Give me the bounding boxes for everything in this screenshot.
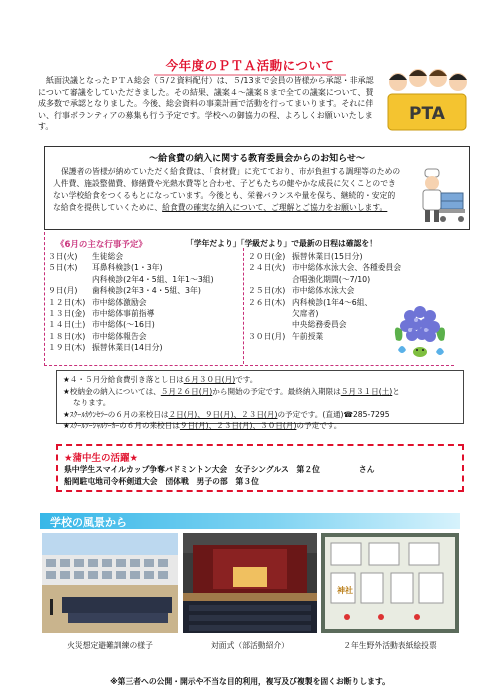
notice-counselor: ★ｽｸｰﾙｶｳﾝｾﾗｰの６月の来校日は２日(月)、９日(月)、２３日(月)の予定です。(直通)☎285-7295 [63,409,390,419]
achievements-heading: ★蒲中生の活躍★ [64,453,139,464]
notice-school-fee-cont: なります。 [73,398,111,408]
schedule-event: 市中総体(～16日) [92,320,155,330]
schedule-date: １８日(水) [48,331,86,341]
schedule-item [248,262,418,273]
schedule-date: ２０日(金) [248,252,286,261]
schedule-date [248,274,292,285]
lunch-fee-notice [44,146,470,230]
schedule-item [48,297,248,308]
schedule-date: ２６日(木) [248,297,286,307]
achievement-kendo: 船岡駐屯地司令杯剣道大会 団体戦 男子の部 第３位 [64,477,259,486]
lunch-notice-body [53,166,401,214]
photo-evacuation-drill [42,533,178,633]
schedule-date: １４日(土) [48,320,86,330]
schedule-item [248,251,418,262]
schedule-heading: 《6月の主な行事予定》 [56,240,147,250]
schedule-date: ９日(月) [48,286,78,296]
schedule-event: 内科検診(1年4～6組、 [292,297,373,307]
scenery-banner [40,513,460,529]
schedule-event: 振替休業日(15日分) [292,252,363,261]
schedule-item [48,331,248,342]
notices-box [56,370,464,431]
lunch-notice-title: ～給食費の納入に関する教育委員会からのお知らせ～ [149,154,365,164]
schedule-item [48,262,248,273]
notice-school-fee: ★校納金の納入については、５月２６日(月)から開始の予定です。最終納入期限は５月３１日(土)と [63,386,400,396]
schedule-event: 市中総体水泳大会 [292,286,355,296]
schedule-event: 内科検診(2年4・5組、1年1～3組) [92,274,214,284]
schedule-event: 午前授業 [292,331,324,341]
photo-club-introduction [183,533,317,633]
schedule-date: ２４日(火) [248,263,286,273]
pta-section-title: 今年度のＰＴＡ活動について [150,56,350,74]
copyright-footer: ※第三者への公開・開示や不当な目的利用，複写及び複製を固くお断りします。 [110,677,390,686]
student-achievements-box [56,444,464,492]
schedule-date: １２日(木) [48,297,86,307]
pta-sign-text: PTA [409,104,445,124]
schedule-note: 「学年だより」「学級だより」で最新の日程は確認を！ [186,239,378,248]
schedule-event: 市中総体水泳大会、各種委員会 [292,263,402,273]
schedule-event: 生徒総会 [92,252,124,261]
schedule-event: 合唱強化期間(～7/10) [292,274,371,284]
schedule-date [48,274,92,285]
lunch-cook-illustration [403,167,467,227]
schedule-date: ３日(火) [48,252,78,261]
schedule-date [248,308,292,319]
caption-cover-art-vote: ２年生野外活動表紙絵投票 [343,641,437,650]
schedule-date: １３日(金) [48,309,86,319]
schedule-event: 市中総体激励会 [92,297,147,307]
schedule-item [48,319,248,330]
caption-club-introduction: 対面式（部活動紹介） [211,641,289,650]
schedule-date: ３０日(月) [248,331,286,341]
schedule-event: 市中総体事前指導 [92,309,155,319]
schedule-item [248,274,418,285]
schedule-list-left [48,251,248,354]
lunch-payment-request: 給食費の確実な納入について、ご理解とご協力をお願いします。 [162,203,388,212]
schedule-item [48,285,248,296]
notice-social-worker: ★ｽｸｰﾙｿｰｼｬﾙﾜｰｶｰの６月の来校日は９日(月)、２３日(月)、３０日(月)の予定です。 [63,421,342,431]
board-sign-text: 神社 [337,586,353,595]
schedule-item [48,308,248,319]
scenery-title: 学校の風景から [50,516,127,529]
schedule-item [48,251,248,262]
schedule-date [248,319,292,330]
caption-evacuation-drill: 火災想定避難訓練の様子 [67,641,153,650]
schedule-event: 中央総務委員会 [292,320,347,330]
schedule-event: 振替休業日(14日分) [92,343,163,353]
pta-section-body: 紙面決議となったＰＴＡ総会（５/２資料配付）は、５/13まで会員の皆様から承認・非承認について審議をしていただきました。その結果、議案４～議案８まで全ての議案について、賛成多数で承認となりました。今後、総会資料の事業計画で活動を行ってまいります。それに伴い、行事ボランティアの募集も行う予定です。学校への御協力の程、よろしくお願いいたします。 [38,76,374,132]
schedule-item [248,285,418,296]
schedule-event: 欠席者) [292,309,319,319]
photo-cover-art-vote [321,533,459,633]
schedule-item [48,342,248,353]
schedule-event: 耳鼻科検診(1・3年) [92,263,163,273]
lunch-body-text: 保護者の皆様が納めていただく給食費は、「食材費」に充てており、市が負担する調理等のための人件費、施設整備費、修繕費や光熱水費等と合わせ、子どもたちの健やかな成長に欠くことのできない学校給食をつくるもとになっています。今後とも、栄養バランスや量を保ち、継続的・安定的な給食を提供していくために、 [53,167,401,212]
schedule-date: １９日(木) [48,343,86,353]
schedule-event: 市中総体報告会 [92,331,147,341]
schedule-item [48,274,248,285]
schedule-date: ２５日(水) [248,286,286,296]
schedule-date: ５日(木) [48,263,78,273]
notice-lunch-debit: ★４・５月分給食費引き落とし日は６月３０日(月)です。 [63,375,258,384]
achievement-badminton: 県中学生スマイルカップ争奪バドミントン大会 女子シングルス 第２位 さん [64,465,375,474]
pta-illustration [384,62,470,136]
schedule-event: 歯科検診(2年3・4・5組、3年) [92,286,201,296]
hydrangea-icon [392,300,450,364]
